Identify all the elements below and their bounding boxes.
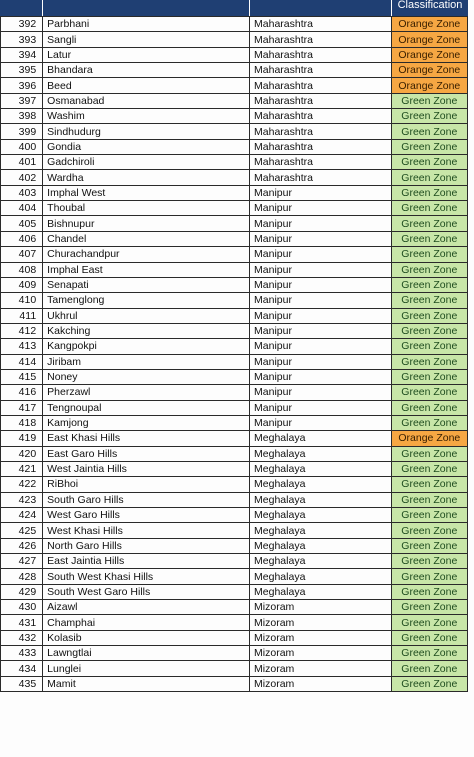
zone-classification: Green Zone xyxy=(391,415,467,430)
row-number: 413 xyxy=(1,339,43,354)
table-row xyxy=(1,446,468,461)
district-name: Lawngtlai xyxy=(43,646,250,661)
state-name: Manipur xyxy=(250,339,392,354)
row-number: 426 xyxy=(1,538,43,553)
table-row xyxy=(1,323,468,338)
zone-classification: Green Zone xyxy=(391,231,467,246)
district-name: West Jaintia Hills xyxy=(43,461,250,476)
district-name: Tamenglong xyxy=(43,293,250,308)
state-name: Meghalaya xyxy=(250,446,392,461)
district-name: Imphal East xyxy=(43,262,250,277)
table-row xyxy=(1,47,468,62)
district-name: Parbhani xyxy=(43,17,250,32)
state-name: Manipur xyxy=(250,293,392,308)
district-name: Osmanabad xyxy=(43,93,250,108)
table-row xyxy=(1,155,468,170)
state-name: Maharashtra xyxy=(250,47,392,62)
row-number: 396 xyxy=(1,78,43,93)
district-name: Kamjong xyxy=(43,415,250,430)
row-number: 397 xyxy=(1,93,43,108)
row-number: 434 xyxy=(1,661,43,676)
district-name: East Jaintia Hills xyxy=(43,554,250,569)
state-name: Maharashtra xyxy=(250,32,392,47)
row-number: 406 xyxy=(1,231,43,246)
row-number: 408 xyxy=(1,262,43,277)
table-row xyxy=(1,369,468,384)
table-row xyxy=(1,216,468,231)
table-row xyxy=(1,139,468,154)
row-number: 427 xyxy=(1,554,43,569)
zone-classification: Green Zone xyxy=(391,354,467,369)
table-body xyxy=(1,17,468,692)
zone-classification: Green Zone xyxy=(391,216,467,231)
state-name: Mizoram xyxy=(250,676,392,691)
district-name: Gondia xyxy=(43,139,250,154)
district-name: Tengnoupal xyxy=(43,400,250,415)
district-name: North Garo Hills xyxy=(43,538,250,553)
district-name: Noney xyxy=(43,369,250,384)
table-row xyxy=(1,339,468,354)
zone-classification: Green Zone xyxy=(391,600,467,615)
zone-classification: Green Zone xyxy=(391,492,467,507)
state-name: Mizoram xyxy=(250,630,392,645)
row-number: 412 xyxy=(1,323,43,338)
state-name: Maharashtra xyxy=(250,139,392,154)
zone-classification: Green Zone xyxy=(391,369,467,384)
zone-classification: Orange Zone xyxy=(391,78,467,93)
table-row xyxy=(1,185,468,200)
state-name: Meghalaya xyxy=(250,523,392,538)
state-name: Maharashtra xyxy=(250,155,392,170)
state-name: Manipur xyxy=(250,415,392,430)
row-number: 409 xyxy=(1,277,43,292)
state-name: Meghalaya xyxy=(250,554,392,569)
row-number: 401 xyxy=(1,155,43,170)
zone-classification: Green Zone xyxy=(391,139,467,154)
table-row xyxy=(1,646,468,661)
table-row xyxy=(1,477,468,492)
state-name: Manipur xyxy=(250,400,392,415)
zone-classification: Green Zone xyxy=(391,93,467,108)
district-name: Kakching xyxy=(43,323,250,338)
district-name: Beed xyxy=(43,78,250,93)
row-number: 404 xyxy=(1,201,43,216)
zone-classification: Green Zone xyxy=(391,630,467,645)
row-number: 435 xyxy=(1,676,43,691)
state-name: Manipur xyxy=(250,216,392,231)
row-number: 394 xyxy=(1,47,43,62)
district-name: Sangli xyxy=(43,32,250,47)
table-row xyxy=(1,78,468,93)
row-number: 400 xyxy=(1,139,43,154)
table-row xyxy=(1,492,468,507)
row-number: 417 xyxy=(1,400,43,415)
table-row xyxy=(1,554,468,569)
district-name: West Khasi Hills xyxy=(43,523,250,538)
state-name: Manipur xyxy=(250,277,392,292)
state-name: Meghalaya xyxy=(250,431,392,446)
table-row xyxy=(1,124,468,139)
row-number: 392 xyxy=(1,17,43,32)
state-name: Manipur xyxy=(250,308,392,323)
state-name: Meghalaya xyxy=(250,492,392,507)
table-row xyxy=(1,676,468,691)
table-row xyxy=(1,262,468,277)
row-number: 430 xyxy=(1,600,43,615)
zone-classification: Orange Zone xyxy=(391,431,467,446)
zone-classification: Green Zone xyxy=(391,124,467,139)
row-number: 407 xyxy=(1,247,43,262)
district-name: Ukhrul xyxy=(43,308,250,323)
state-name: Manipur xyxy=(250,369,392,384)
row-number: 393 xyxy=(1,32,43,47)
district-name: Chandel xyxy=(43,231,250,246)
table-row xyxy=(1,431,468,446)
state-name: Manipur xyxy=(250,354,392,369)
district-name: Bhandara xyxy=(43,63,250,78)
table-row xyxy=(1,508,468,523)
row-number: 431 xyxy=(1,615,43,630)
zone-classification: Green Zone xyxy=(391,446,467,461)
table-row xyxy=(1,385,468,400)
district-name: Lunglei xyxy=(43,661,250,676)
district-name: Bishnupur xyxy=(43,216,250,231)
state-name: Meghalaya xyxy=(250,477,392,492)
row-number: 411 xyxy=(1,308,43,323)
district-name: West Garo Hills xyxy=(43,508,250,523)
table-row xyxy=(1,461,468,476)
district-name: Jiribam xyxy=(43,354,250,369)
row-number: 420 xyxy=(1,446,43,461)
table-row xyxy=(1,170,468,185)
row-number: 425 xyxy=(1,523,43,538)
zone-classification: Orange Zone xyxy=(391,63,467,78)
district-name: Champhai xyxy=(43,615,250,630)
row-number: 398 xyxy=(1,109,43,124)
state-name: Mizoram xyxy=(250,661,392,676)
district-name: Imphal West xyxy=(43,185,250,200)
table-row xyxy=(1,584,468,599)
state-name: Meghalaya xyxy=(250,508,392,523)
row-number: 403 xyxy=(1,185,43,200)
state-name: Maharashtra xyxy=(250,109,392,124)
row-number: 419 xyxy=(1,431,43,446)
zone-classification: Green Zone xyxy=(391,308,467,323)
zone-classification: Green Zone xyxy=(391,661,467,676)
district-name: East Khasi Hills xyxy=(43,431,250,446)
zone-classification: Green Zone xyxy=(391,277,467,292)
table-row xyxy=(1,17,468,32)
state-name: Manipur xyxy=(250,385,392,400)
table-row xyxy=(1,201,468,216)
zone-classification: Green Zone xyxy=(391,584,467,599)
table-row xyxy=(1,400,468,415)
state-name: Mizoram xyxy=(250,615,392,630)
district-name: Senapati xyxy=(43,277,250,292)
state-name: Manipur xyxy=(250,231,392,246)
table-header xyxy=(0,0,474,16)
zone-classification: Green Zone xyxy=(391,569,467,584)
state-name: Mizoram xyxy=(250,646,392,661)
state-name: Maharashtra xyxy=(250,78,392,93)
district-name: Washim xyxy=(43,109,250,124)
row-number: 415 xyxy=(1,369,43,384)
state-name: Meghalaya xyxy=(250,538,392,553)
zone-classification: Green Zone xyxy=(391,461,467,476)
state-name: Meghalaya xyxy=(250,569,392,584)
district-name: South West Khasi Hills xyxy=(43,569,250,584)
district-name: East Garo Hills xyxy=(43,446,250,461)
district-name: Pherzawl xyxy=(43,385,250,400)
state-name: Manipur xyxy=(250,262,392,277)
district-name: Wardha xyxy=(43,170,250,185)
table-row xyxy=(1,231,468,246)
table-row xyxy=(1,600,468,615)
table-row xyxy=(1,308,468,323)
row-number: 418 xyxy=(1,415,43,430)
header-cell-state xyxy=(250,0,391,16)
zone-classification: Green Zone xyxy=(391,262,467,277)
row-number: 428 xyxy=(1,569,43,584)
row-number: 421 xyxy=(1,461,43,476)
zone-classification: Orange Zone xyxy=(391,47,467,62)
district-name: South Garo Hills xyxy=(43,492,250,507)
row-number: 399 xyxy=(1,124,43,139)
table-row xyxy=(1,615,468,630)
table-row xyxy=(1,569,468,584)
table-row xyxy=(1,354,468,369)
row-number: 405 xyxy=(1,216,43,231)
state-name: Maharashtra xyxy=(250,124,392,139)
district-name: Latur xyxy=(43,47,250,62)
header-cell-number xyxy=(0,0,42,16)
zone-classification: Green Zone xyxy=(391,339,467,354)
zone-classification: Green Zone xyxy=(391,385,467,400)
zone-classification: Green Zone xyxy=(391,170,467,185)
district-name: Sindhudurg xyxy=(43,124,250,139)
state-name: Maharashtra xyxy=(250,63,392,78)
table-row xyxy=(1,538,468,553)
table-row xyxy=(1,415,468,430)
table-row xyxy=(1,293,468,308)
zone-classification: Green Zone xyxy=(391,155,467,170)
zone-classification: Green Zone xyxy=(391,646,467,661)
zone-classification: Green Zone xyxy=(391,201,467,216)
district-name: South West Garo Hills xyxy=(43,584,250,599)
state-name: Manipur xyxy=(250,201,392,216)
row-number: 423 xyxy=(1,492,43,507)
zone-classification: Green Zone xyxy=(391,323,467,338)
state-name: Maharashtra xyxy=(250,93,392,108)
district-name: Thoubal xyxy=(43,201,250,216)
zone-classification: Green Zone xyxy=(391,247,467,262)
row-number: 432 xyxy=(1,630,43,645)
state-name: Meghalaya xyxy=(250,461,392,476)
header-cell-classification: Classification xyxy=(392,0,468,16)
zone-classification: Green Zone xyxy=(391,293,467,308)
district-name: Mamit xyxy=(43,676,250,691)
table-row xyxy=(1,247,468,262)
zone-classification: Green Zone xyxy=(391,676,467,691)
zone-classification: Green Zone xyxy=(391,615,467,630)
state-name: Manipur xyxy=(250,323,392,338)
table-row xyxy=(1,63,468,78)
state-name: Maharashtra xyxy=(250,17,392,32)
table-row xyxy=(1,661,468,676)
zone-classification: Orange Zone xyxy=(391,32,467,47)
row-number: 422 xyxy=(1,477,43,492)
table-row xyxy=(1,32,468,47)
district-name: RiBhoi xyxy=(43,477,250,492)
row-number: 416 xyxy=(1,385,43,400)
district-name: Gadchiroli xyxy=(43,155,250,170)
row-number: 414 xyxy=(1,354,43,369)
row-number: 429 xyxy=(1,584,43,599)
state-name: Mizoram xyxy=(250,600,392,615)
table-row xyxy=(1,523,468,538)
state-name: Manipur xyxy=(250,185,392,200)
zone-classification: Green Zone xyxy=(391,538,467,553)
row-number: 424 xyxy=(1,508,43,523)
row-number: 433 xyxy=(1,646,43,661)
district-name: Kangpokpi xyxy=(43,339,250,354)
row-number: 402 xyxy=(1,170,43,185)
zone-classification: Green Zone xyxy=(391,400,467,415)
state-name: Meghalaya xyxy=(250,584,392,599)
zone-classification: Green Zone xyxy=(391,477,467,492)
district-name: Aizawl xyxy=(43,600,250,615)
row-number: 395 xyxy=(1,63,43,78)
district-name: Kolasib xyxy=(43,630,250,645)
table-row xyxy=(1,630,468,645)
table-row xyxy=(1,109,468,124)
state-name: Maharashtra xyxy=(250,170,392,185)
district-zone-table xyxy=(0,16,468,692)
table-row xyxy=(1,277,468,292)
zone-classification: Green Zone xyxy=(391,508,467,523)
zone-classification: Green Zone xyxy=(391,185,467,200)
header-cell-district xyxy=(43,0,249,16)
zone-classification: Orange Zone xyxy=(391,17,467,32)
zone-classification: Green Zone xyxy=(391,109,467,124)
district-name: Churachandpur xyxy=(43,247,250,262)
table-row xyxy=(1,93,468,108)
state-name: Manipur xyxy=(250,247,392,262)
zone-classification: Green Zone xyxy=(391,554,467,569)
zone-classification: Green Zone xyxy=(391,523,467,538)
row-number: 410 xyxy=(1,293,43,308)
